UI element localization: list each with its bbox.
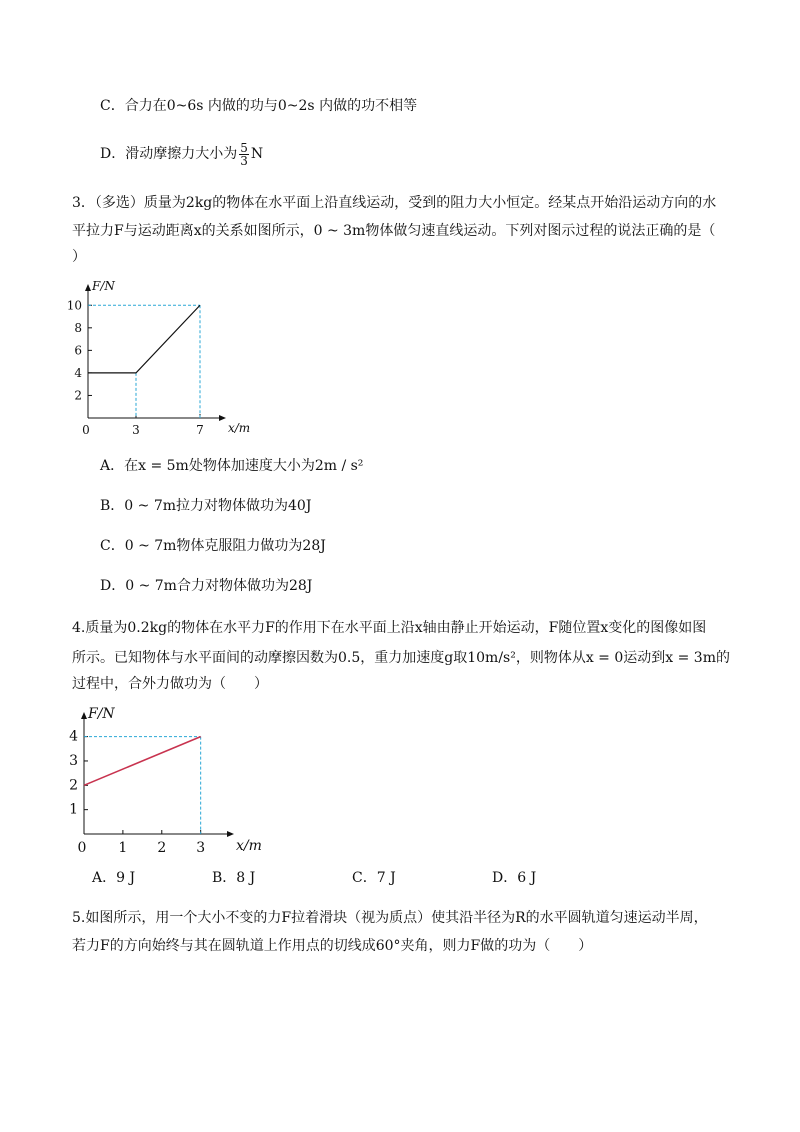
x-tick-label: 1 [118,840,128,856]
data-line [84,737,201,786]
y-tick-label: 4 [74,365,82,380]
y-axis-label: F/N [88,706,115,722]
q3-option-a: A．在x = 5m处物体加速度大小为2m / s² [100,458,364,474]
data-line [88,305,200,373]
q5-stem-line2: 若力F的方向始终与其在圆轨道上作用点的切线成60°夹角，则力F做的功为（ ） [72,938,593,954]
q2-option-d-fraction [239,142,249,167]
q2-option-c: C．合力在0~6s 内做的功与0~2s 内做的功不相等 [100,98,418,114]
fraction-numerator: 5 [240,140,248,155]
y-axis-arrow [85,284,91,291]
y-tick-label: 8 [74,320,82,335]
x-tick-label: 0 [77,840,87,856]
x-axis-arrow [227,831,234,837]
q4-option-a: A．9 J [92,870,136,886]
q4-option-b: B．8 J [212,870,256,886]
q4-option-d: D．6 J [492,870,537,886]
q4-stem-line1: 4.质量为0.2kg的物体在水平力F的作用下在水平面上沿x轴由静止开始运动，F随位置x变化的图像如图 [72,620,707,636]
q2-option-d-unit: N [250,146,264,162]
x-tick-label: 2 [157,840,167,856]
q4-option-c: C．7 J [352,870,396,886]
q4-force-position-graph [60,700,260,860]
q3-stem-line2: 平拉力F与运动距离x的关系如图所示，0 ~ 3m物体做匀速直线运动。下列对图示过程的说法正确的是（ [72,223,716,239]
q3-option-c: C．0 ~ 7m物体克服阻力做功为28J [100,538,326,554]
x-axis-label: x/m [228,421,251,435]
q3-stem-line1: 3．（多选）质量为2kg的物体在水平面上沿直线运动，受到的阻力大小恒定。经某点开始沿运动方向的水 [72,195,717,211]
x-tick-label: 0 [82,423,90,437]
y-tick-label: 2 [69,777,78,794]
y-tick-label: 4 [69,728,78,745]
y-tick-label: 6 [74,343,82,358]
x-axis-label: x/m [236,838,262,854]
q3-option-d: D．0 ~ 7m合力对物体做功为28J [100,578,313,594]
q4-stem-line2: 所示。已知物体与水平面间的动摩擦因数为0.5，重力加速度g取10m/s²，则物体从x = 0运动到x = 3m的 [72,650,730,666]
y-tick-label: 1 [69,801,78,818]
q3-option-b: B．0 ~ 7m拉力对物体做功为40J [100,498,312,514]
q3-stem-line3: ） [72,249,86,265]
q2-option-d-prefix: D．滑动摩擦力大小为 [100,146,238,162]
y-axis-arrow [81,712,87,719]
q2-option-d [100,138,263,170]
x-axis-arrow [219,415,226,421]
x-tick-label: 3 [196,840,206,856]
x-tick-label: 3 [132,423,140,437]
q5-stem-line1: 5.如图所示，用一个大小不变的力F拉着滑块（视为质点）使其沿半径为R的水平圆轨道匀速运动半周， [72,910,708,926]
y-tick-label: 10 [66,298,82,313]
y-tick-label: 2 [74,388,82,403]
x-tick-label: 7 [196,423,204,437]
q3-force-displacement-graph [60,276,251,444]
fraction-denominator: 3 [240,153,248,168]
q4-stem-line3: 过程中，合外力做功为（ ） [72,676,268,692]
y-tick-label: 3 [69,752,78,769]
y-axis-label: F/N [92,279,115,293]
